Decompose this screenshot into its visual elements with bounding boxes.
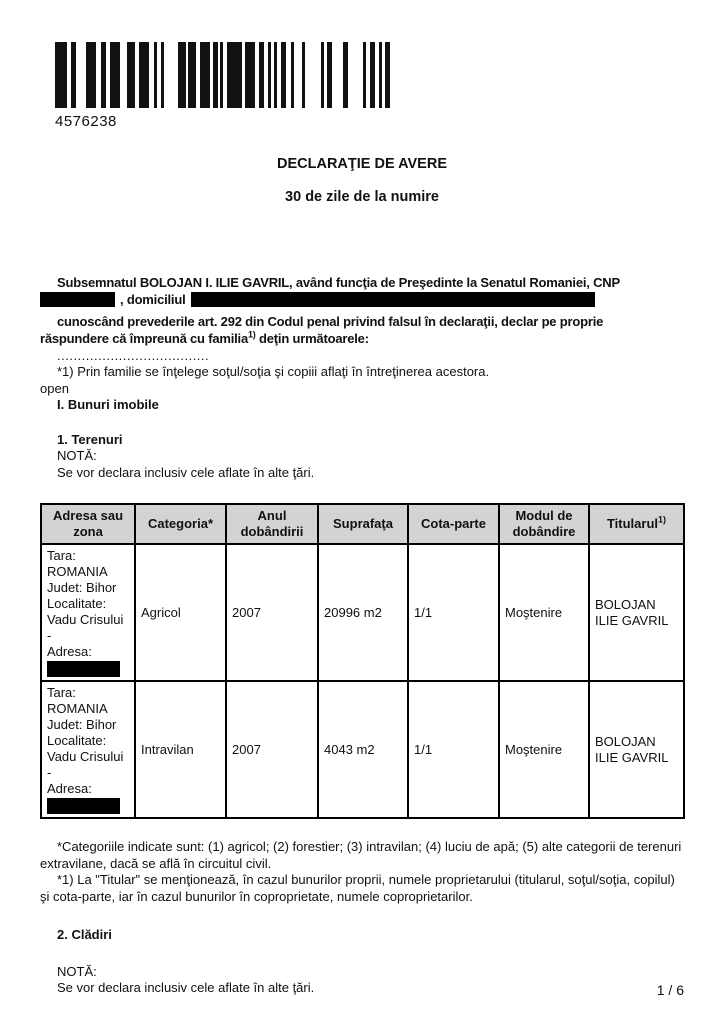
intro-paragraph-2 [40,314,684,347]
nota-label: NOTĂ: [57,448,97,463]
barcode-block [55,42,684,130]
nota-label-2: NOTĂ: [57,963,97,979]
subsection-heading-cladiri: 2. Clădiri [57,927,112,942]
dotted-line: ..................................... [57,348,210,363]
cell-address-2 [41,681,135,818]
intro-paragraph-1 [40,275,684,308]
column-header-adresa: Adresa sau zona [41,504,135,544]
column-header-modul: Modul de dobândire [499,504,589,544]
address-line: - [47,628,52,643]
address-line: Judet: Bihor [47,717,117,732]
column-header-suprafata: Suprafaţa [318,504,408,544]
address-line: Tara: [47,548,76,563]
footnote-categories: *Categoriile indicate sunt: (1) agricol; (2) forestier; (3) intravilan; (4) luciu de apă; (5) alte categorii de terenuri extravilane, dacă se află în circuitul civil. [40,839,682,871]
column-header-categoria: Categoria* [135,504,226,544]
cell-share-1: 1/1 [408,544,499,681]
intro-line-4-text: răspundere că împreună cu familia [40,330,248,346]
domicile-label: , domiciliul [120,291,186,307]
cell-mode-2: Moştenire [499,681,589,818]
nota-text: Se vor declara inclusiv cele aflate în alte ţări. [57,464,315,480]
family-footnote: *1) Prin familie se înţelege soţul/soţia şi copiii aflaţi în întreţinerea acestora. [57,364,490,379]
address-line: Vadu Crisului [47,612,124,627]
document-title: DECLARAŢIE DE AVERE [277,156,447,172]
barcode-number: 4576238 [55,113,117,130]
intro-line-3: cunoscând prevederile art. 292 din Codul penal privind falsul în declaraţii, declar pe proprie [57,314,604,329]
column-header-anul: Anul dobândirii [226,504,318,544]
intro-line-2 [40,292,684,309]
address-line: Localitate: [47,733,107,748]
address-line: Judet: Bihor [47,580,117,595]
intro-line-4-end: deţin următoarele: [255,330,369,346]
address-line: ROMANIA [47,701,108,716]
address-line: Adresa: [47,644,92,659]
cell-holder-1: BOLOJAN ILIE GAVRIL [589,544,684,681]
cell-year-1: 2007 [226,544,318,681]
document-subtitle: 30 de zile de la numire [285,189,439,205]
cell-surface-1: 20996 m2 [318,544,408,681]
intro-line-4 [40,331,684,348]
column-header-titularul [589,504,684,544]
intro-line-1: Subsemnatul BOLOJAN I. ILIE GAVRIL, având funcţia de Preşedinte la Senatul Romaniei, CNP [57,275,620,290]
open-label: open [40,380,69,396]
cell-holder-2: BOLOJAN ILIE GAVRIL [589,681,684,818]
page-number: 1 / 6 [656,982,684,998]
cell-mode-1: Moştenire [499,544,589,681]
column-header-cota: Cota-parte [408,504,499,544]
barcode-icon [55,42,684,108]
address-line: Localitate: [47,596,107,611]
address-line: ROMANIA [47,564,108,579]
cell-category-1: Agricol [135,544,226,681]
section-heading-bunuri-imobile: I. Bunuri imobile [57,397,159,412]
cell-year-2: 2007 [226,681,318,818]
column-header-titularul-text: Titularul [606,516,659,531]
footnote-ref-1: 1) [247,329,256,340]
terenuri-table [40,503,685,819]
table-row [41,681,684,818]
address-line: Vadu Crisului [47,749,124,764]
cell-category-2: Intravilan [135,681,226,818]
table-header-row [41,504,684,544]
address-line: Tara: [47,685,76,700]
address-line: Adresa: [47,781,92,796]
redacted-address [47,661,120,677]
cell-address-1 [41,544,135,681]
table-row [41,544,684,681]
cell-share-2: 1/1 [408,681,499,818]
redacted-domicile [191,292,595,307]
subsection-heading-terenuri: 1. Terenuri [57,431,123,447]
redacted-cnp [40,292,115,307]
cell-surface-2: 4043 m2 [318,681,408,818]
column-header-titularul-sup: 1) [658,514,667,525]
footnote-titular: *1) La "Titular" se menţionează, în cazul bunurilor proprii, numele proprietarului (titularul, soţul/soţia, copilul) şi cota-parte, iar în cazul bunurilor în coproprietate, numele coproprietarilor. [40,872,675,904]
nota-text-2: Se vor declara inclusiv cele aflate în alte ţări. [57,980,315,995]
address-line: - [47,765,52,780]
redacted-address [47,798,120,814]
